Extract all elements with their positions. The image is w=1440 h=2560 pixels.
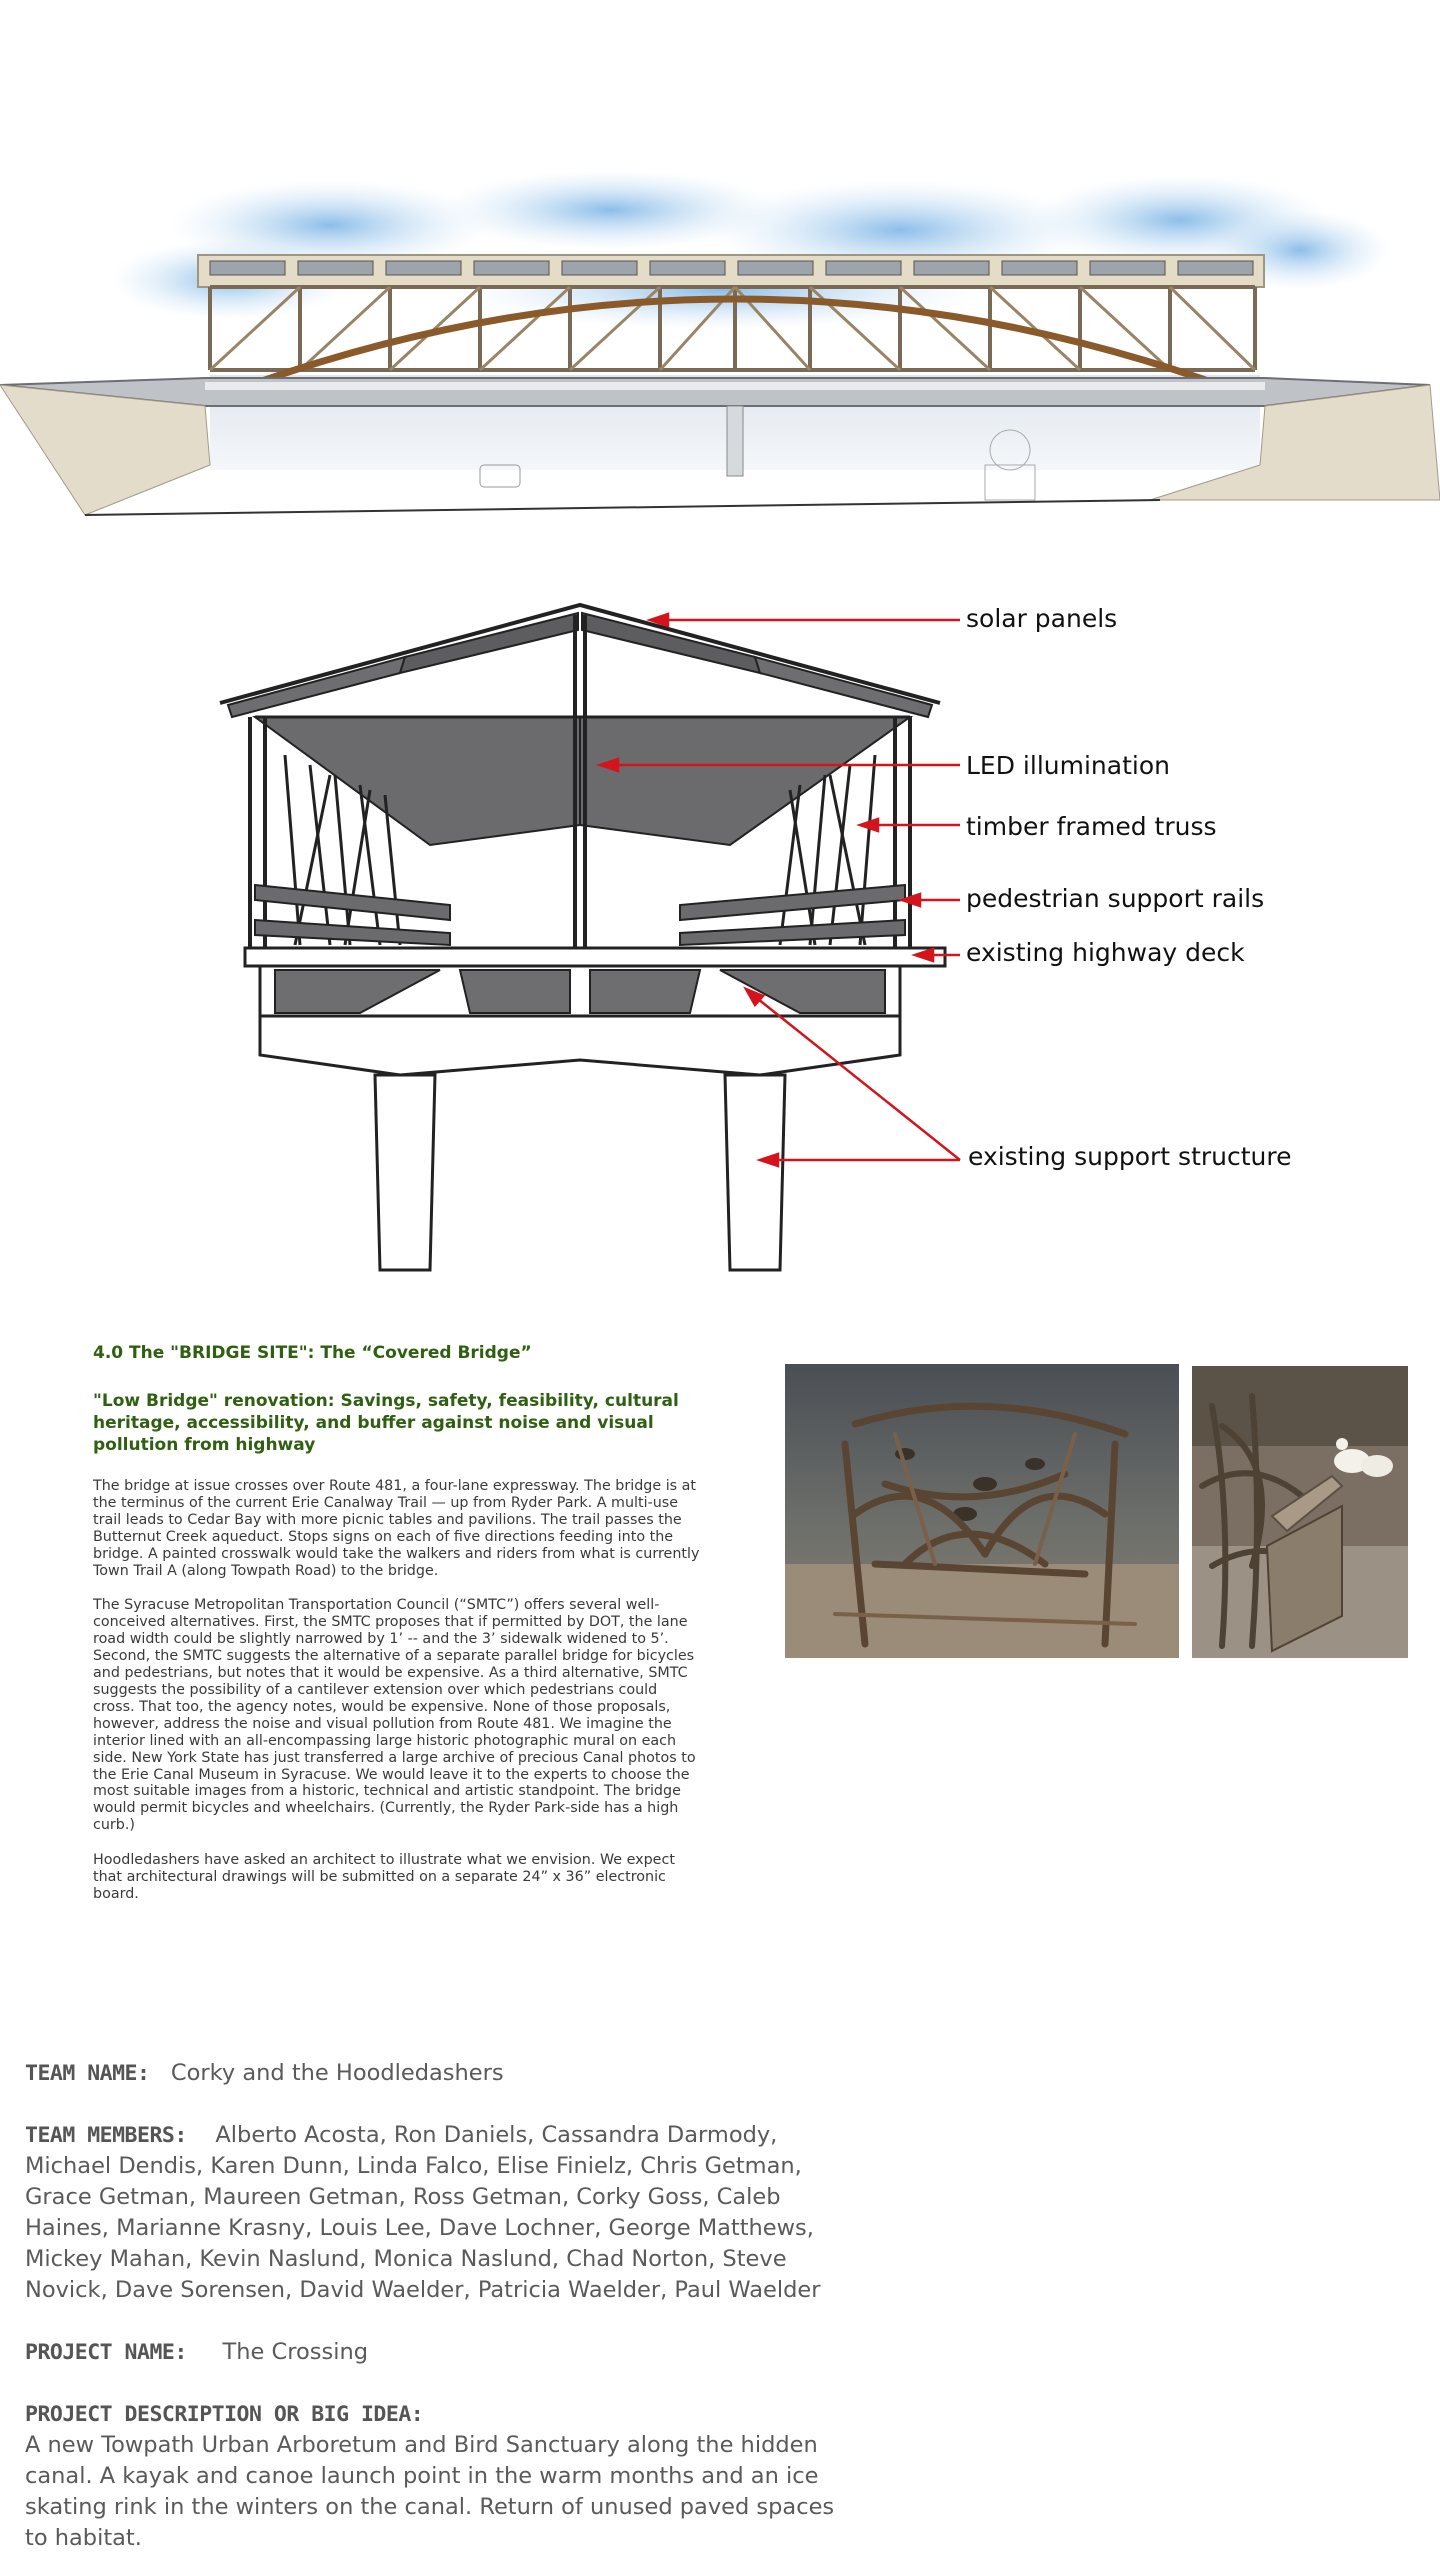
twig-bench-geese-photo <box>1192 1366 1408 1658</box>
article-paragraph: Hoodledashers have asked an architect to illustrate what we envision. We expect that architectural drawings will be submitted on a separate 24” x 36” electronic board. <box>93 1852 675 1902</box>
team-name-line <box>25 2058 855 2089</box>
project-description-label: PROJECT DESCRIPTION OR BIG IDEA: <box>25 2402 424 2427</box>
article-heading: 4.0 The "BRIDGE SITE": The “Covered Bridge” <box>93 1343 532 1363</box>
rustic-bench-photo <box>785 1364 1179 1658</box>
project-name-line <box>25 2337 855 2368</box>
bridge-cross-section-drawing <box>180 585 1340 1285</box>
team-members-line <box>25 2120 855 2306</box>
callout-support-structure: existing support structure <box>968 1142 1292 1171</box>
bridge-elevation-rendering <box>0 170 1440 530</box>
team-information <box>25 2058 855 2554</box>
project-name-value: The Crossing <box>222 2339 369 2365</box>
article-paragraph: The bridge at issue crosses over Route 481, a four-lane expressway. The bridge is at the terminus of the current Erie Canalway Trail — up from Ryder Park. A multi-use trail leads to Cedar Bay with more picnic tables and pavilions. The trail passes the Butternut Creek aqueduct. Stops signs on each of five directions feeding into the bridge. A painted crosswalk would take the walkers and riders from what is currently Town Trail A (along Towpath Road) to the bridge. <box>93 1478 700 1579</box>
article-subheading: "Low Bridge" renovation: Savings, safety, feasibility, cultural heritage, accessibility, and buffer against noise and visual pollution from highway <box>93 1391 679 1455</box>
callout-led-illumination: LED illumination <box>966 751 1170 780</box>
team-members-value: Alberto Acosta, Ron Daniels, Cassandra Darmody, Michael Dendis, Karen Dunn, Linda Falco, Elise Finielz, Chris Getman, Grace Getman, Maureen Getman, Ross Getman, Corky Goss, Caleb Haines, Marianne Krasny, Louis Lee, Dave Lochner, George Matthews, Mickey Mahan, Kevin Naslund, Monica Naslund, Chad Norton, Steve Novick, Dave Sorensen, David Waelder, Patricia Waelder, Paul Waelder <box>25 2122 821 2303</box>
project-description-value: A new Towpath Urban Arboretum and Bird Sanctuary along the hidden canal. A kayak and canoe launch point in the warm months and an ice skating rink in the winters on the canal. Return of unused paved spaces to habitat. <box>25 2432 835 2551</box>
team-name-label: TEAM NAME: <box>25 2061 150 2086</box>
callout-timber-truss: timber framed truss <box>966 812 1217 841</box>
callout-highway-deck: existing highway deck <box>966 938 1245 967</box>
project-description-line <box>25 2399 855 2554</box>
callout-pedestrian-rails: pedestrian support rails <box>966 884 1265 913</box>
article-paragraph: The Syracuse Metropolitan Transportation Council (“SMTC”) offers several well-conceived alternatives. First, the SMTC proposes that if permitted by DOT, the lane road width could be slightly narrowed by 1’ -- and the 3’ sidewalk widened to 5’. Second, the SMTC suggests the alternative of a separate parallel bridge for bicycles and pedestrians, but notes that it would be expensive. As a third alternative, SMTC suggests the possibility of a cantilever extension over which pedestrians could cross. That too, the agency notes, would be expensive. None of those proposals, however, address the noise and visual pollution from Route 481. We imagine the interior lined with an all-encompassing large historic photographic mural on each side. New York State has just transferred a large archive of precious Canal photos to the Erie Canal Museum in Syracuse. We would leave it to the experts to choose the most suitable images from a historic, technical and artistic standpoint. The bridge would permit bicycles and wheelchairs. (Currently, the Ryder Park-side has a high curb.) <box>93 1597 696 1834</box>
callout-solar-panels: solar panels <box>966 604 1118 633</box>
project-name-label: PROJECT NAME: <box>25 2340 187 2365</box>
team-name-value: Corky and the Hoodledashers <box>170 2060 504 2086</box>
team-members-label: TEAM MEMBERS: <box>25 2123 187 2148</box>
bridge-site-article <box>93 1342 703 1903</box>
